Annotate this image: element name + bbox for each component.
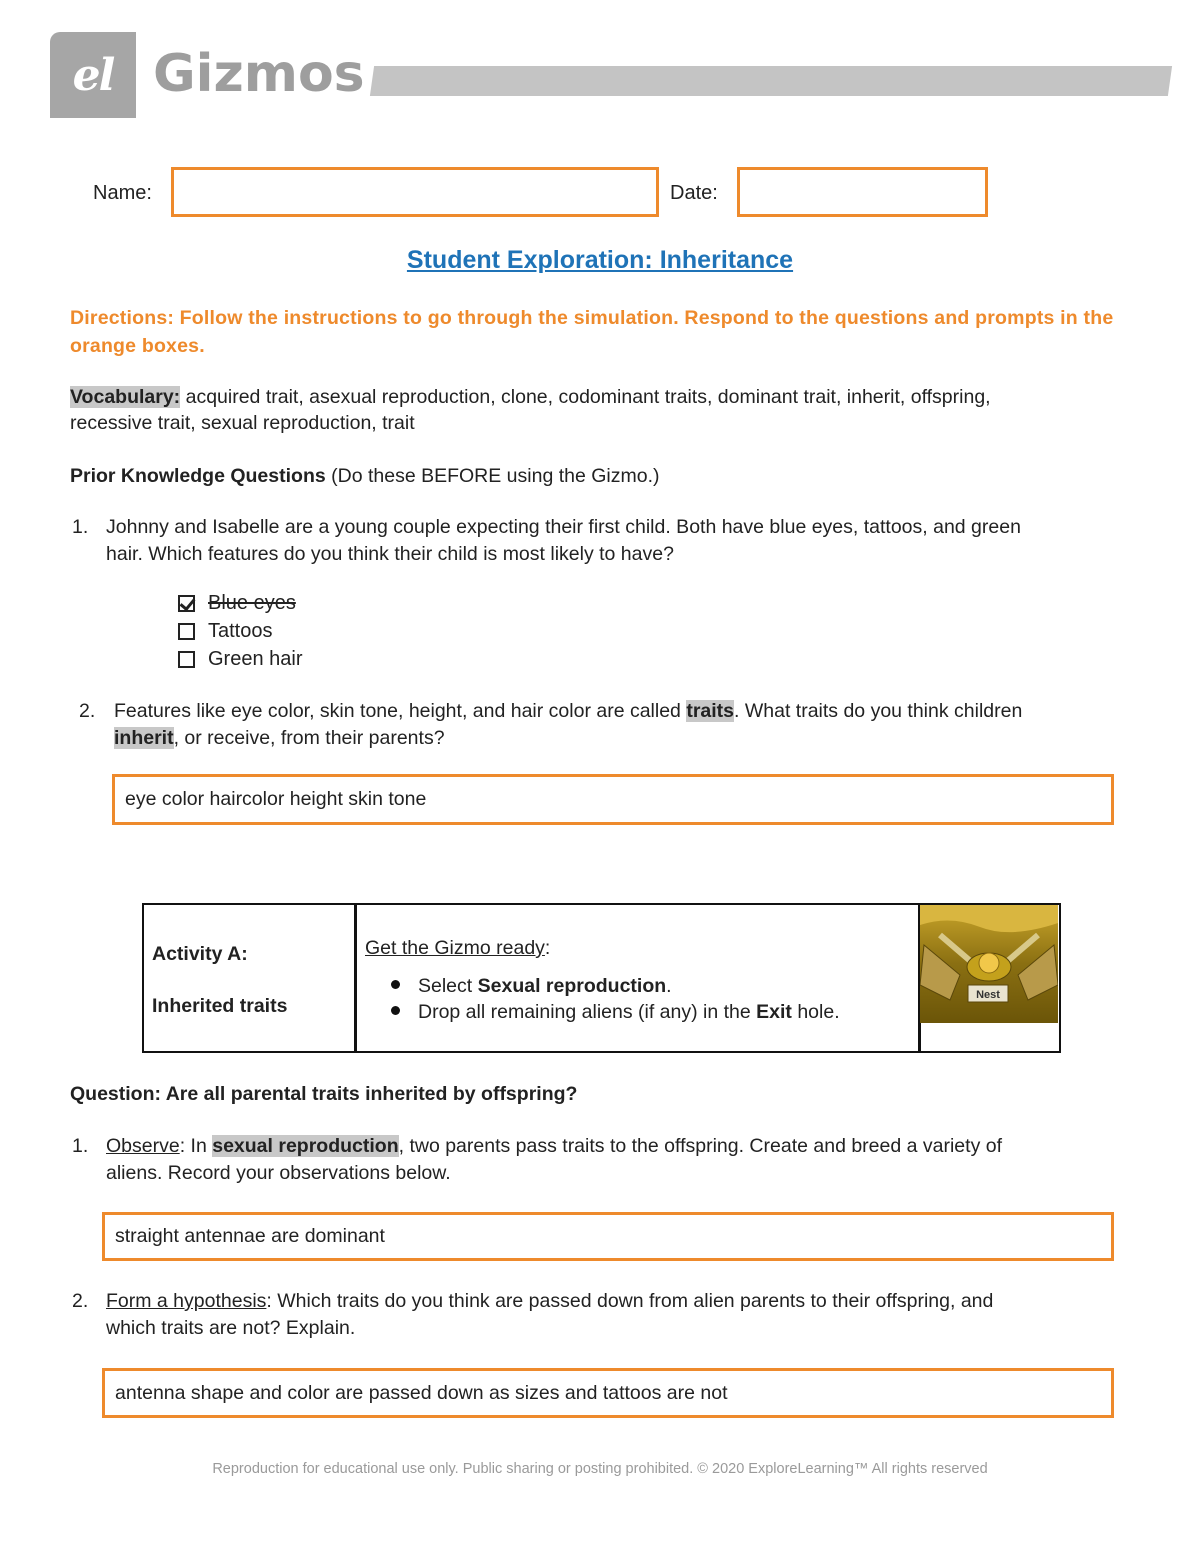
bullet-text: hole. [791, 1001, 840, 1023]
answer-box-hypothesis[interactable] [102, 1368, 1114, 1418]
obs-text-part: : In [179, 1135, 213, 1157]
obs-line2: aliens. Record your observations below. [106, 1162, 451, 1184]
option-blue-eyes[interactable] [178, 592, 296, 615]
term-inherit: inherit [114, 727, 174, 749]
gizmo-ready-colon: : [544, 937, 551, 959]
answer-text: eye color haircolor height skin tone [125, 788, 427, 810]
q1-line2: hair. Which features do you think their child is most likely to have? [106, 543, 674, 565]
explorelearning-logo [50, 32, 136, 118]
name-label: Name: [93, 182, 152, 204]
vocabulary-line2: recessive trait, sexual reproduction, trait [70, 412, 415, 434]
term-traits: traits [686, 700, 735, 722]
footer-notice: Reproduction for educational use only. Public sharing or posting prohibited. © 2020 ExploreLearning™ All rights reserved [212, 1461, 988, 1477]
bullet-1 [391, 975, 672, 998]
vocabulary-line1: acquired trait, asexual reproduction, clone, codominant traits, dominant trait, inherit, offspring, [180, 386, 991, 408]
name-field[interactable] [171, 167, 659, 217]
prior-note: (Do these BEFORE using the Gizmo.) [325, 465, 660, 487]
option-label: Blue eyes [208, 592, 296, 614]
directions: Directions: Follow the instructions to go through the simulation. Respond to the questions and prompts in the orange boxes. [70, 307, 1114, 357]
header-bar [370, 66, 1172, 96]
q2-number: 2. [79, 700, 96, 722]
answer-text: straight antennae are dominant [115, 1225, 385, 1247]
checkbox-icon[interactable] [178, 623, 195, 640]
obs-number: 1. [72, 1135, 89, 1157]
date-label: Date: [670, 182, 718, 204]
answer-box-observe[interactable] [102, 1212, 1114, 1261]
gizmo-nest-image [920, 905, 1058, 1023]
page-title: Student Exploration: Inheritance [406, 246, 794, 274]
bullet-text: Drop all remaining aliens (if any) in the [418, 1001, 757, 1023]
vocabulary-label: Vocabulary: [70, 386, 181, 408]
date-field[interactable] [737, 167, 988, 217]
hyp-line2: which traits are not? Explain. [106, 1317, 356, 1339]
prior-knowledge-heading [70, 463, 660, 489]
q1-line1: Johnny and Isabelle are a young couple expecting their first child. Both have blue eyes, tattoos, and green [106, 516, 1021, 538]
bullet-text: Select [418, 975, 478, 997]
observe-label: Observe [106, 1135, 180, 1157]
hypothesis-label: Form a hypothesis [106, 1290, 267, 1312]
q2-text-part: Features like eye color, skin tone, height, and hair color are called [114, 700, 687, 722]
prior-heading: Prior Knowledge Questions [70, 465, 326, 487]
hyp-number: 2. [72, 1290, 89, 1312]
q1-number: 1. [72, 516, 89, 538]
bullet-icon [391, 1006, 400, 1015]
question-heading-text: Question: Are all parental traits inherited by offspring? [70, 1083, 578, 1105]
activity-label: Activity A: [152, 943, 248, 965]
table-divider [354, 905, 357, 1051]
option-green-hair[interactable] [178, 648, 303, 671]
checkbox-checked-icon[interactable] [178, 595, 195, 612]
q1-text [106, 514, 1146, 568]
term-sexual-reproduction: sexual reproduction [212, 1135, 399, 1157]
bullet-text: . [666, 975, 672, 997]
answer-box-traits[interactable] [112, 774, 1114, 825]
q2-text-part: . What traits do you think children [734, 700, 1023, 722]
option-label: Green hair [208, 648, 303, 670]
bullet-bold: Exit [756, 1001, 792, 1023]
activity-table [142, 903, 1061, 1053]
option-label: Tattoos [208, 620, 273, 642]
obs-text [106, 1133, 1146, 1187]
brand-name: Gizmos [153, 44, 365, 104]
q2-text [114, 698, 1154, 752]
vocabulary [70, 384, 1150, 436]
bullet-2 [391, 1001, 840, 1024]
gizmo-ready-label: Get the Gizmo ready [365, 937, 545, 959]
checkbox-icon[interactable] [178, 651, 195, 668]
q2-text-part: , or receive, from their parents? [173, 727, 445, 749]
option-tattoos[interactable] [178, 620, 272, 643]
bullet-bold: Sexual reproduction [477, 975, 667, 997]
bullet-icon [391, 980, 400, 989]
hyp-text [106, 1288, 1146, 1342]
obs-text-part: , two parents pass traits to the offspring. Create and breed a variety of [398, 1135, 1002, 1157]
logo-text: el [72, 49, 114, 101]
activity-subtitle: Inherited traits [152, 995, 288, 1017]
nest-label: Nest [976, 989, 1000, 1001]
question-heading [70, 1081, 577, 1107]
gizmo-ready [365, 937, 550, 960]
hyp-text-part: : Which traits do you think are passed down from alien parents to their offspring, and [266, 1290, 994, 1312]
answer-text: antenna shape and color are passed down as sizes and tattoos are not [115, 1381, 728, 1404]
